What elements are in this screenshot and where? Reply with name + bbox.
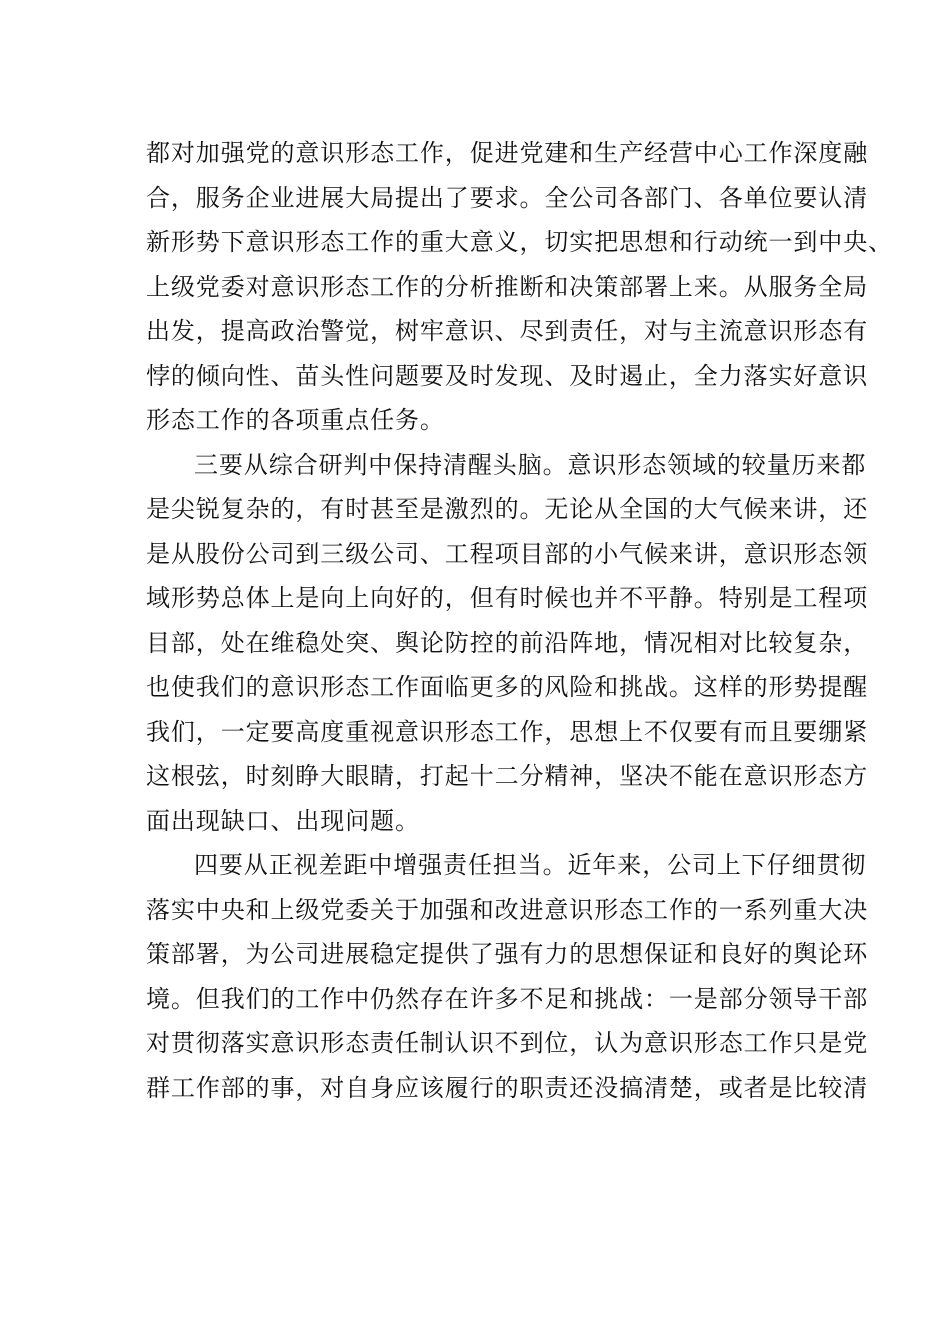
text-line: 境。但我们的工作中仍然存在许多不足和挑战：一是部分领导干部: [146, 984, 869, 1013]
text-line: 对贯彻落实意识形态责任制认识不到位，认为意识形态工作只是党: [146, 1029, 869, 1057]
body-text: [146, 131, 893, 1110]
text-line: 我们，一定要高度重视意识形态工作，思想上不仅要有而且要绷紧: [146, 717, 869, 746]
paragraph-first-line: 三要从综合研判中保持清醒头脑。意识形态领域的较量历来都: [194, 450, 867, 479]
text-line: 面出现缺口、出现问题。: [146, 806, 420, 835]
paragraph-first-line: 四要从正视差距中增强责任担当。近年来，公司上下仔细贯彻: [194, 851, 867, 879]
text-line: 形态工作的各项重点任务。: [146, 406, 445, 434]
text-line: 是尖锐复杂的，有时甚至是激烈的。无论从全国的大气候来讲，还: [146, 495, 869, 523]
text-line: 域形势总体上是向上向好的，但有时候也并不平静。特别是工程项: [146, 584, 869, 612]
text-line: 落实中央和上级党委关于加强和改进意识形态工作的一系列重大决: [146, 895, 869, 924]
text-line: 上级党委对意识形态工作的分析推断和决策部署上来。从服务全局: [146, 272, 869, 301]
text-line: 也使我们的意识形态工作面临更多的风险和挑战。这样的形势提醒: [146, 673, 869, 701]
text-line: 策部署，为公司进展稳定提供了强有力的思想保证和良好的舆论环: [146, 940, 869, 968]
text-line: 都对加强党的意识形态工作，促进党建和生产经营中心工作深度融: [146, 139, 869, 167]
text-line: 出发，提高政治警觉，树牢意识、尽到责任，对与主流意识形态有: [146, 317, 869, 345]
text-line: 这根弦，时刻睁大眼睛，打起十二分精神，坚决不能在意识形态方: [146, 762, 869, 790]
text-line: 新形势下意识形态工作的重大意义，切实把思想和行动统一到中央、: [146, 228, 893, 256]
text-line: 是从股份公司到三级公司、工程项目部的小气候来讲，意识形态领: [146, 539, 869, 568]
text-line: 悖的倾向性、苗头性问题要及时发现、及时遏止，全力落实好意识: [146, 361, 869, 390]
text-line: 目部，处在维稳处突、舆论防控的前沿阵地，情况相对比较复杂，: [146, 628, 869, 657]
text-line: 合，服务企业进展大局提出了要求。全公司各部门、各单位要认清: [146, 183, 869, 212]
text-line: 群工作部的事，对自身应该履行的职责还没搞清楚，或者是比较清: [146, 1073, 869, 1102]
